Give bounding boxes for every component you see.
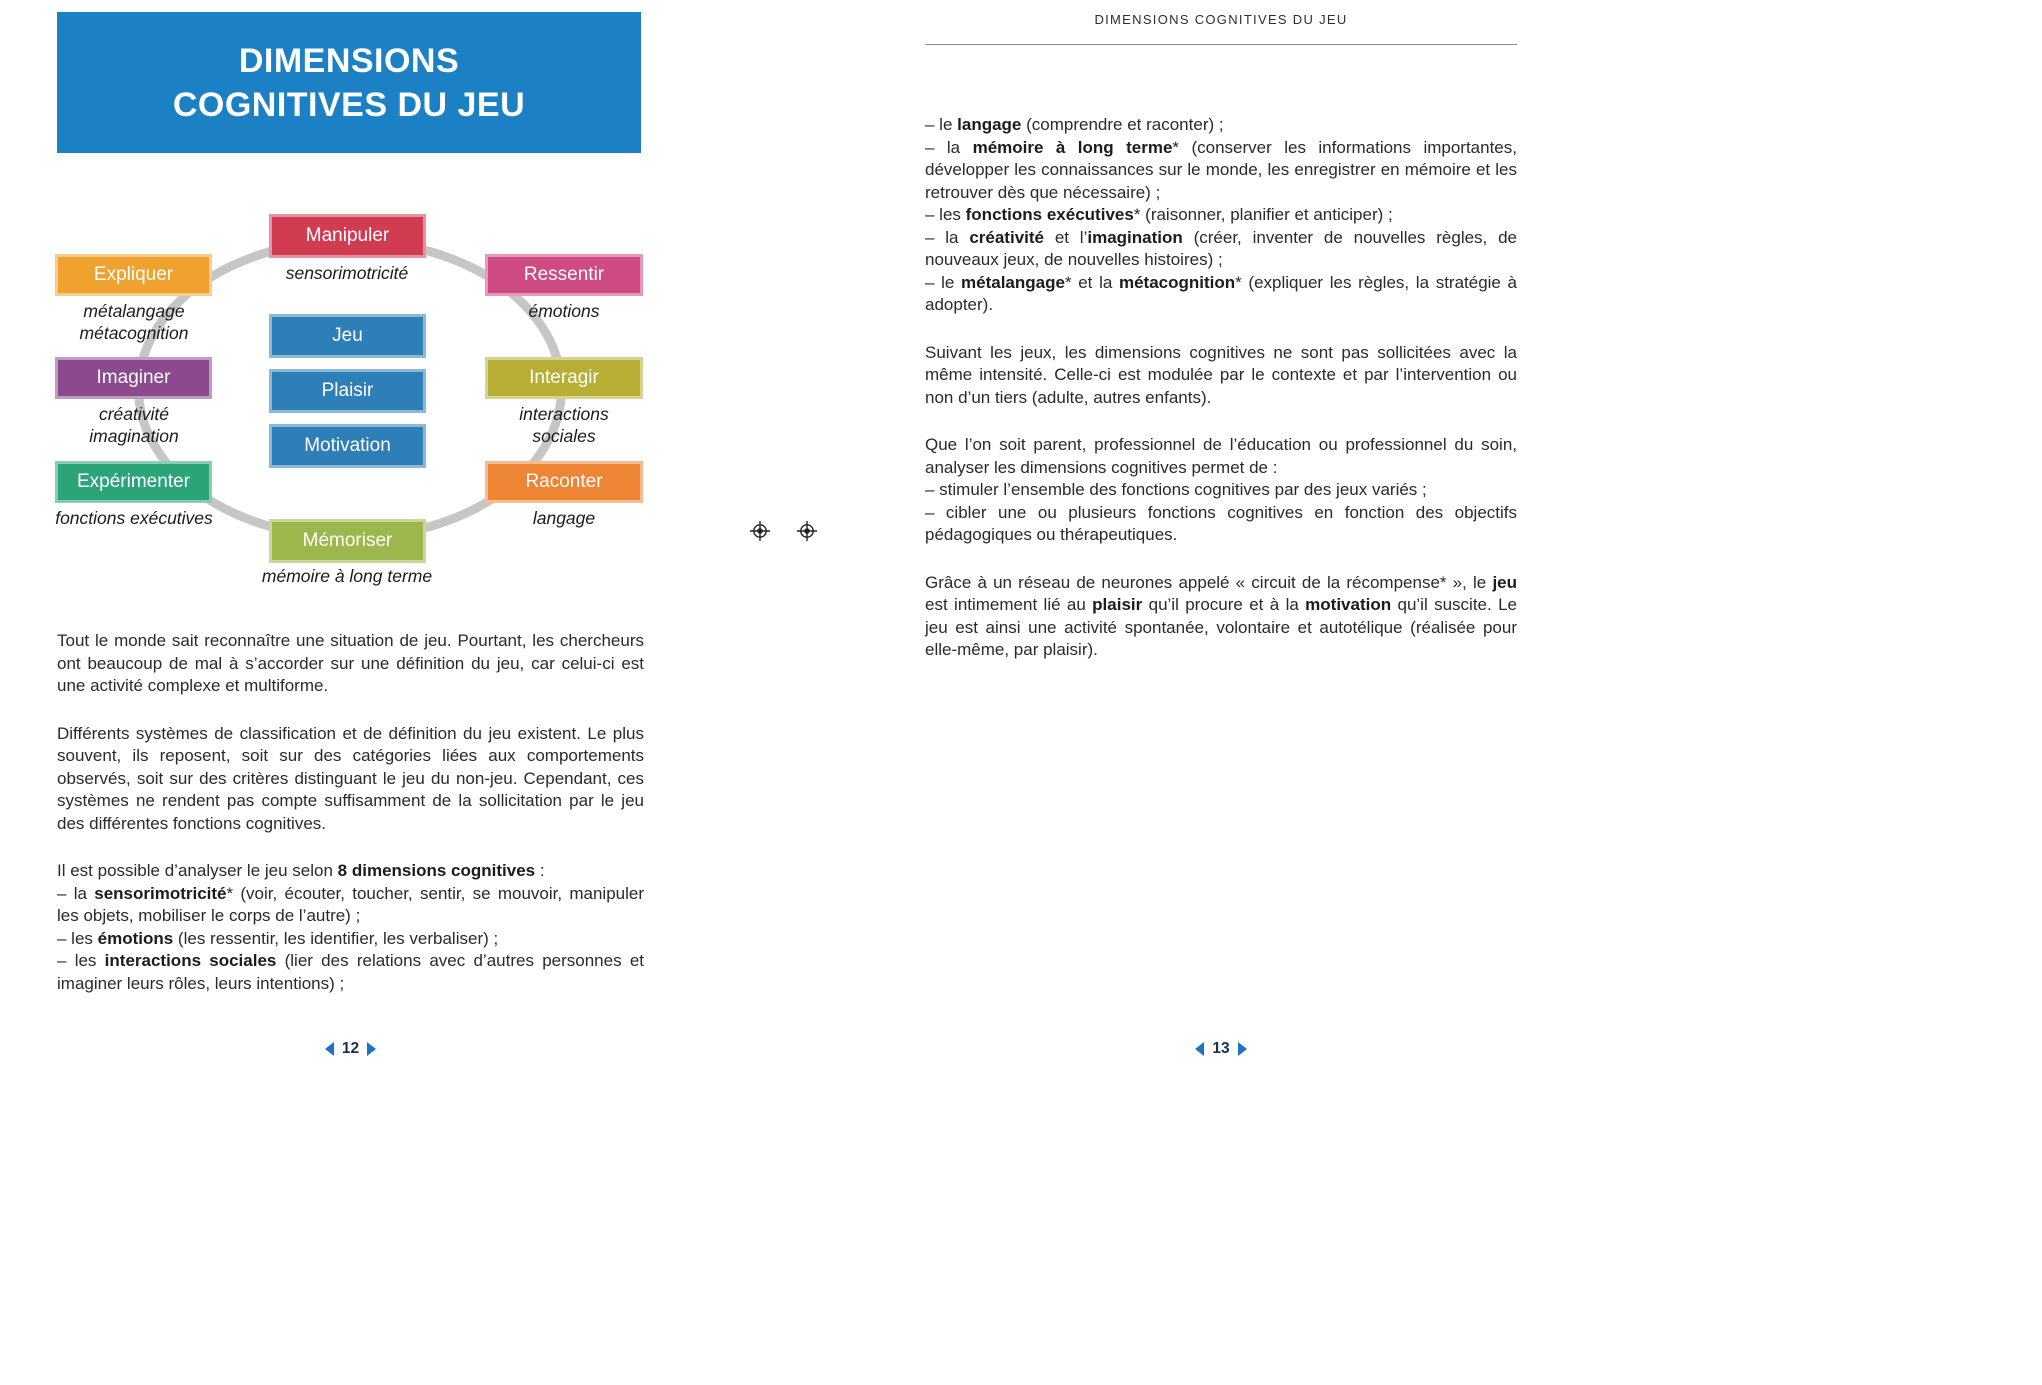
diagram-caption-fonctions-executives: fonctions exécutives xyxy=(55,508,213,528)
diagram-caption-metalangage: métalangage métacognition xyxy=(79,301,189,343)
diagram-node-imaginer xyxy=(55,357,212,399)
left-page-body-text xyxy=(57,630,644,995)
left-page-footer xyxy=(57,1038,644,1060)
diagram-node-memoriser xyxy=(269,519,426,563)
paragraph: – les interactions sociales (lier des relations avec d’autres personnes et imaginer leurs rôles, leurs intentions) ; xyxy=(57,951,644,993)
paragraph: – le métalangage* et la métacognition* (expliquer les règles, la stratégie à adopter). xyxy=(925,272,1518,314)
diagram-node-label: Jeu xyxy=(332,325,363,346)
diagram-caption-langage: langage xyxy=(532,508,596,528)
next-arrow-icon xyxy=(1238,1042,1247,1056)
paragraph: – cibler une ou plusieurs fonctions cognitives en fonction des objectifs pédagogiques ou thérapeutiques. xyxy=(925,502,1517,544)
prev-arrow-icon xyxy=(325,1042,334,1056)
diagram-node-label: Ressentir xyxy=(523,264,605,285)
paragraph: Tout le monde sait reconnaître une situation de jeu. Pourtant, les chercheurs ont beaucoup de mal à s’accorder sur une définition du jeu, car celui-ci est une activité complexe et multiforme. xyxy=(57,631,644,695)
page-number-right: 13 xyxy=(1212,1040,1230,1057)
paragraph: – la créativité et l’imagination (créer, inventer de nouvelles règles, de nouveaux jeux, de nouvelles histoires) ; xyxy=(925,227,1518,269)
diagram-caption-emotions: émotions xyxy=(528,301,600,321)
diagram-caption-sensorimotricite: sensorimotricité xyxy=(285,263,409,283)
cognitive-dimensions-diagram xyxy=(50,200,650,600)
diagram-node-label: Plaisir xyxy=(321,380,374,401)
paragraph: – les émotions (les ressentir, les identifier, les verbaliser) ; xyxy=(57,928,499,948)
registration-mark-icon xyxy=(750,521,770,541)
paragraph: – le langage (comprendre et raconter) ; xyxy=(925,115,1224,134)
diagram-node-jeu xyxy=(269,314,426,358)
diagram-node-expliquer xyxy=(55,254,212,296)
paragraph: Il est possible d’analyser le jeu selon 8 dimensions cognitives : xyxy=(57,861,545,880)
diagram-caption-creativite: créativité imagination xyxy=(89,404,179,446)
diagram-node-label: Motivation xyxy=(304,435,391,456)
diagram-node-label: Expliquer xyxy=(93,264,174,285)
diagram-node-motivation xyxy=(269,424,426,468)
registration-mark-icon xyxy=(797,521,817,541)
diagram-node-interagir xyxy=(485,357,643,399)
chapter-title-line1: DIMENSIONS xyxy=(238,41,460,80)
diagram-node-label: Imaginer xyxy=(96,367,171,388)
paragraph: Suivant les jeux, les dimensions cognitives ne sont pas sollicitées avec la même intensité. Celle-ci est modulée par le contexte et par l’intervention ou non d’un tiers (adulte, autres enfants). xyxy=(925,342,1517,407)
chapter-title-line2: COGNITIVES DU JEU xyxy=(172,85,526,124)
diagram-node-experimenter xyxy=(55,461,212,503)
diagram-node-raconter xyxy=(485,461,643,503)
right-page-body-text xyxy=(925,114,1517,662)
paragraph: Que l’on soit parent, professionnel de l’éducation ou professionnel du soin, analyser les dimensions cognitives permet de : xyxy=(925,435,1517,477)
diagram-node-ressentir xyxy=(485,254,643,296)
paragraph: – la sensorimotricité* (voir, écouter, toucher, sentir, se mouvoir, manipuler les objets, mobiliser le corps de l’autre) ; xyxy=(57,883,645,925)
diagram-node-label: Manipuler xyxy=(305,225,390,246)
paragraph: – stimuler l’ensemble des fonctions cognitives par des jeux variés ; xyxy=(925,480,1427,499)
diagram-caption-memoire-long-terme: mémoire à long terme xyxy=(261,566,433,586)
paragraph: Différents systèmes de classification et de définition du jeu existent. Le plus souvent, ils reposent, soit sur des catégories liées aux comportements observés, soit sur des critères distinguant le jeu du non-jeu. Cependant, ces systèmes ne rendent pas compte suffisamment de la sollicitation par le jeu des différentes fonctions cognitives. xyxy=(57,723,644,833)
page-number-left: 12 xyxy=(341,1040,360,1057)
running-head-rule xyxy=(925,44,1517,45)
paragraph: – les fonctions exécutives* (raisonner, planifier et anticiper) ; xyxy=(925,205,1393,224)
prev-arrow-icon xyxy=(1195,1042,1204,1056)
running-head: DIMENSIONS COGNITIVES DU JEU xyxy=(1094,12,1348,27)
diagram-node-label: Interagir xyxy=(529,367,599,388)
diagram-node-label: Mémoriser xyxy=(302,530,393,551)
next-arrow-icon xyxy=(367,1042,376,1056)
diagram-caption-interactions-sociales: interactions sociales xyxy=(519,404,609,446)
diagram-node-label: Expérimenter xyxy=(77,471,190,492)
chapter-title-banner xyxy=(57,12,641,153)
diagram-node-label: Raconter xyxy=(525,471,603,492)
diagram-node-manipuler xyxy=(269,214,426,258)
right-page-footer xyxy=(925,1038,1517,1060)
paragraph: Grâce à un réseau de neurones appelé « circuit de la récompense* », le jeu est intimement lié au plaisir qu’il procure et à la motivation qu’il suscite. Le jeu est ainsi une activité spontanée, volontaire et autotélique (réalisée pour elle-même, par plaisir). xyxy=(925,572,1517,659)
diagram-node-plaisir xyxy=(269,369,426,413)
paragraph: – la mémoire à long terme* (conserver les informations importantes, développer les connaissances sur le monde, les enregistrer en mémoire et les retrouver dès que nécessaire) ; xyxy=(925,137,1517,202)
